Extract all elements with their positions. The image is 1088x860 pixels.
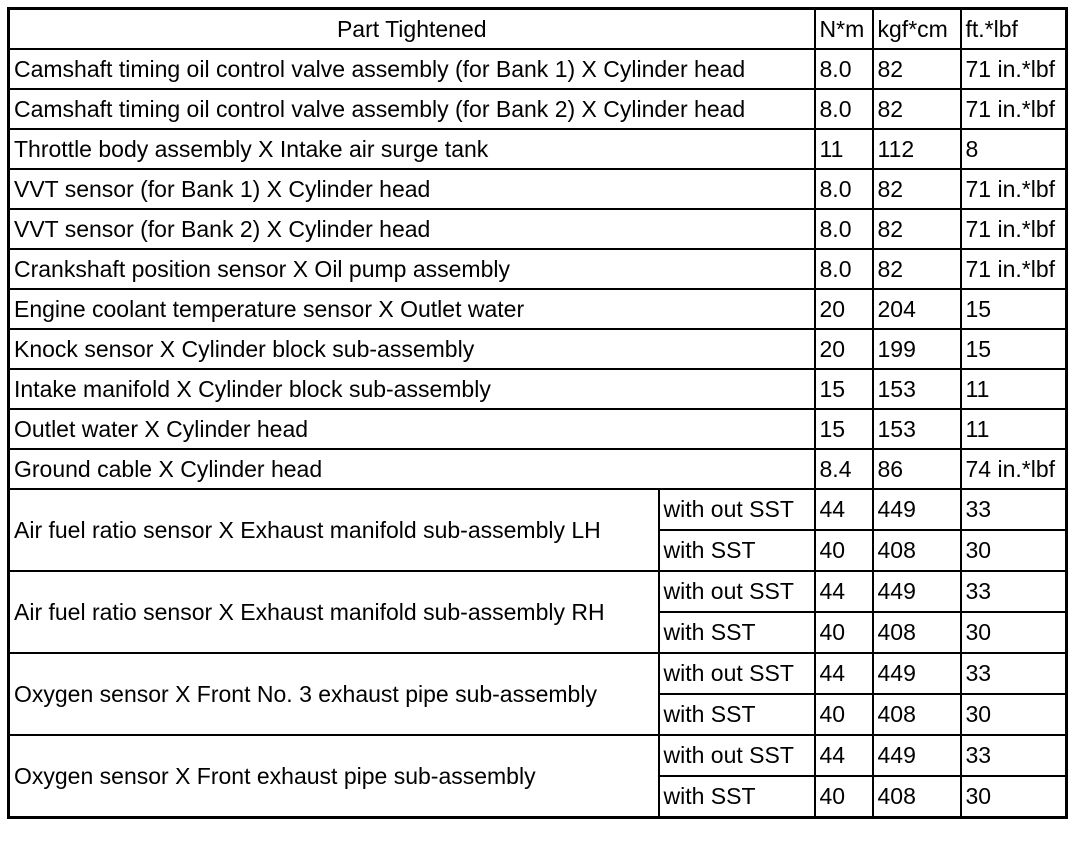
ft-lbf-cell: 71 in.*lbf xyxy=(961,209,1067,249)
condition-cell: with SST xyxy=(659,694,815,735)
kgf-cell: 408 xyxy=(873,776,961,818)
kgf-cell: 449 xyxy=(873,653,961,694)
part-cell: Engine coolant temperature sensor X Outlet water xyxy=(9,289,815,329)
nm-cell: 40 xyxy=(815,694,873,735)
part-cell: Oxygen sensor X Front No. 3 exhaust pipe sub-assembly xyxy=(9,653,659,735)
kgf-cell: 408 xyxy=(873,694,961,735)
ft-lbf-cell: 15 xyxy=(961,329,1067,369)
nm-cell: 20 xyxy=(815,289,873,329)
kgf-cell: 112 xyxy=(873,129,961,169)
table-row xyxy=(9,735,1067,776)
table-header-row xyxy=(9,9,1067,50)
ft-lbf-cell: 8 xyxy=(961,129,1067,169)
table-row xyxy=(9,209,1067,249)
nm-cell: 44 xyxy=(815,489,873,530)
nm-cell: 15 xyxy=(815,369,873,409)
kgf-cell: 86 xyxy=(873,449,961,489)
table-row xyxy=(9,49,1067,89)
table-row xyxy=(9,129,1067,169)
part-cell: Throttle body assembly X Intake air surge tank xyxy=(9,129,815,169)
kgf-cell: 82 xyxy=(873,89,961,129)
condition-cell: with SST xyxy=(659,612,815,653)
nm-cell: 40 xyxy=(815,612,873,653)
table-row xyxy=(9,369,1067,409)
table-row xyxy=(9,409,1067,449)
part-cell: Crankshaft position sensor X Oil pump assembly xyxy=(9,249,815,289)
table-row xyxy=(9,169,1067,209)
kgf-cell: 449 xyxy=(873,735,961,776)
torque-spec-table xyxy=(7,7,1068,819)
ft-lbf-cell: 30 xyxy=(961,694,1067,735)
condition-cell: with SST xyxy=(659,530,815,571)
nm-cell: 40 xyxy=(815,776,873,818)
header-nm: N*m xyxy=(815,9,873,50)
ft-lbf-cell: 33 xyxy=(961,653,1067,694)
ft-lbf-cell: 71 in.*lbf xyxy=(961,49,1067,89)
table-row xyxy=(9,289,1067,329)
kgf-cell: 82 xyxy=(873,49,961,89)
condition-cell: with SST xyxy=(659,776,815,818)
table-row xyxy=(9,571,1067,612)
nm-cell: 8.0 xyxy=(815,209,873,249)
ft-lbf-cell: 11 xyxy=(961,409,1067,449)
part-cell: Ground cable X Cylinder head xyxy=(9,449,815,489)
part-cell: Camshaft timing oil control valve assembly (for Bank 1) X Cylinder head xyxy=(9,49,815,89)
part-cell: Knock sensor X Cylinder block sub-assembly xyxy=(9,329,815,369)
nm-cell: 44 xyxy=(815,571,873,612)
header-part-tightened: Part Tightened xyxy=(9,9,815,50)
kgf-cell: 408 xyxy=(873,612,961,653)
ft-lbf-cell: 71 in.*lbf xyxy=(961,169,1067,209)
table-row xyxy=(9,449,1067,489)
part-cell: VVT sensor (for Bank 2) X Cylinder head xyxy=(9,209,815,249)
ft-lbf-cell: 33 xyxy=(961,735,1067,776)
nm-cell: 11 xyxy=(815,129,873,169)
kgf-cell: 449 xyxy=(873,571,961,612)
ft-lbf-cell: 71 in.*lbf xyxy=(961,249,1067,289)
nm-cell: 8.0 xyxy=(815,89,873,129)
part-cell: Outlet water X Cylinder head xyxy=(9,409,815,449)
table-row xyxy=(9,249,1067,289)
condition-cell: with out SST xyxy=(659,653,815,694)
kgf-cell: 82 xyxy=(873,209,961,249)
ft-lbf-cell: 30 xyxy=(961,612,1067,653)
part-cell: Air fuel ratio sensor X Exhaust manifold sub-assembly LH xyxy=(9,489,659,571)
table-row xyxy=(9,329,1067,369)
ft-lbf-cell: 33 xyxy=(961,571,1067,612)
kgf-cell: 199 xyxy=(873,329,961,369)
ft-lbf-cell: 71 in.*lbf xyxy=(961,89,1067,129)
kgf-cell: 82 xyxy=(873,249,961,289)
kgf-cell: 204 xyxy=(873,289,961,329)
ft-lbf-cell: 33 xyxy=(961,489,1067,530)
kgf-cell: 408 xyxy=(873,530,961,571)
header-ft-lbf: ft.*lbf xyxy=(961,9,1067,50)
kgf-cell: 153 xyxy=(873,409,961,449)
nm-cell: 8.4 xyxy=(815,449,873,489)
ft-lbf-cell: 30 xyxy=(961,776,1067,818)
condition-cell: with out SST xyxy=(659,489,815,530)
table-row xyxy=(9,489,1067,530)
nm-cell: 44 xyxy=(815,735,873,776)
nm-cell: 8.0 xyxy=(815,169,873,209)
part-cell: VVT sensor (for Bank 1) X Cylinder head xyxy=(9,169,815,209)
nm-cell: 44 xyxy=(815,653,873,694)
ft-lbf-cell: 11 xyxy=(961,369,1067,409)
part-cell: Air fuel ratio sensor X Exhaust manifold sub-assembly RH xyxy=(9,571,659,653)
table-row xyxy=(9,89,1067,129)
kgf-cell: 82 xyxy=(873,169,961,209)
kgf-cell: 449 xyxy=(873,489,961,530)
header-kgf-cm: kgf*cm xyxy=(873,9,961,50)
condition-cell: with out SST xyxy=(659,571,815,612)
nm-cell: 8.0 xyxy=(815,249,873,289)
kgf-cell: 153 xyxy=(873,369,961,409)
nm-cell: 8.0 xyxy=(815,49,873,89)
part-cell: Camshaft timing oil control valve assembly (for Bank 2) X Cylinder head xyxy=(9,89,815,129)
table-row xyxy=(9,653,1067,694)
ft-lbf-cell: 30 xyxy=(961,530,1067,571)
part-cell: Intake manifold X Cylinder block sub-assembly xyxy=(9,369,815,409)
part-cell: Oxygen sensor X Front exhaust pipe sub-assembly xyxy=(9,735,659,818)
ft-lbf-cell: 15 xyxy=(961,289,1067,329)
nm-cell: 40 xyxy=(815,530,873,571)
nm-cell: 15 xyxy=(815,409,873,449)
condition-cell: with out SST xyxy=(659,735,815,776)
ft-lbf-cell: 74 in.*lbf xyxy=(961,449,1067,489)
nm-cell: 20 xyxy=(815,329,873,369)
